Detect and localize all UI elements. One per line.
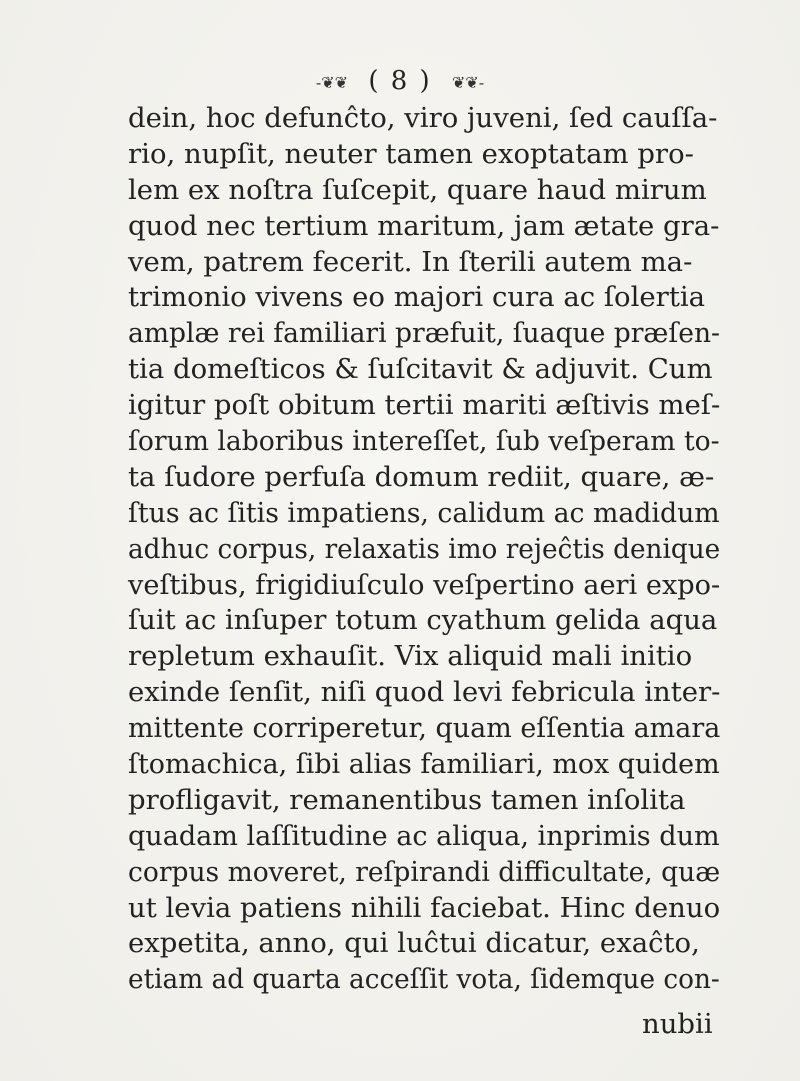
text-line: profligavit, remanentibus tamen inſolita	[128, 783, 686, 816]
body-text	[128, 101, 720, 998]
catchword: nubii	[642, 1008, 713, 1040]
page-header	[0, 66, 800, 96]
right-ornament: ❦❦-	[451, 72, 485, 92]
text-line: ut levia patiens nihili faciebat. Hinc denuo	[128, 891, 721, 924]
text-line: quadam laſſitudine ac aliqua, inprimis dum	[128, 819, 720, 852]
text-line: dein, hoc defunĉto, viro juveni, ſed cauſſa-	[128, 102, 718, 134]
text-line: tia domeſticos & ſuſcitavit & adjuvit. Cum	[128, 353, 713, 386]
text-line: trimonio vivens eo majori cura ac ſolertia	[128, 281, 706, 314]
page-number: ( 8 )	[368, 66, 432, 96]
text-line: ſuit ac inſuper totum cyathum gelida aqua	[128, 604, 718, 637]
text-line: rio, nupſit, neuter tamen exoptatam pro-	[128, 137, 694, 170]
text-line: mittente corriperetur, quam eſſentia amara	[128, 712, 721, 745]
text-line: amplæ rei familiari præfuit, ſuaque præſen-	[128, 317, 721, 350]
text-line: ſorum laboribus intereſſet, ſub veſperam to-	[128, 425, 720, 458]
text-line: ta ſudore perfuſa domum rediit, quare, æ-	[128, 460, 715, 493]
text-line: adhuc corpus, relaxatis imo rejeĉtis denique	[128, 532, 721, 565]
text-line: lem ex noſtra ſuſcepit, quare haud mirum	[128, 173, 707, 206]
text-line: vem, patrem fecerit. In ſterili autem ma-	[128, 245, 693, 278]
text-line: etiam ad quarta acceſſit vota, ſidemque con-	[128, 963, 720, 996]
text-line: exinde ſenſit, niſi quod levi febricula inter-	[128, 676, 721, 709]
left-ornament: -❦❦	[315, 72, 349, 92]
text-line: ſtomachica, ſibi alias familiari, mox quidem	[128, 748, 720, 781]
text-line: ſtus ac ſitis impatiens, calidum ac madidum	[128, 496, 720, 529]
text-line: repletum exhauſit. Vix aliquid mali initio	[128, 640, 693, 673]
text-line: expetita, anno, qui luĉtui dicatur, exaĉto,	[128, 927, 700, 960]
text-line: corpus moveret, reſpirandi difficultate, quæ	[128, 855, 721, 888]
text-line: quod nec tertium maritum, jam ætate gra-	[128, 209, 720, 242]
text-line: veſtibus, frigidiuſculo veſpertino aeri expo-	[128, 568, 721, 601]
text-line: igitur poſt obitum tertii mariti æſtivis meſ-	[128, 389, 721, 422]
